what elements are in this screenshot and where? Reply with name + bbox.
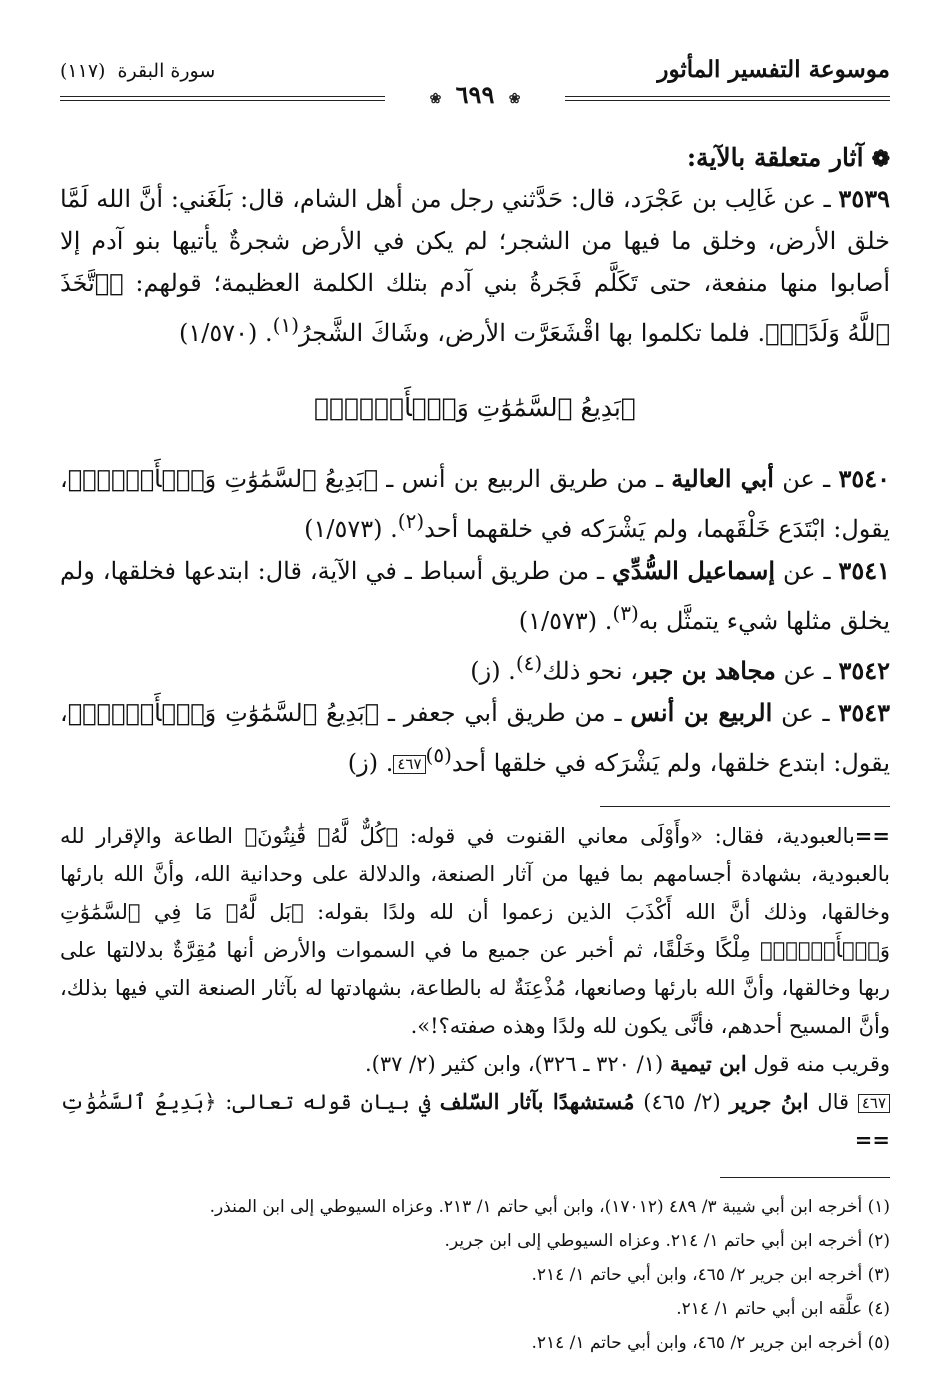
flower-bullet-icon: ❁ xyxy=(871,146,890,172)
page-number: ٦٩٩ xyxy=(455,80,495,109)
quran-quote: ﴿بَدِيعُ ٱلسَّمَٰوَٰتِ وَٱلۡأَرۡضِۖ﴾ xyxy=(67,699,380,727)
entry-text-end: . فلما تكلموا بها اقْشَعَرَّت الأرض، وشَاكَ الشَّجرُ xyxy=(299,319,766,347)
commentary-text: وقريب منه قول xyxy=(746,1052,890,1076)
footnote-marker[interactable]: (٥) xyxy=(425,743,452,767)
commentary-text: (٢/ ٤٦٥) xyxy=(634,1090,730,1114)
commentary-continuation xyxy=(60,817,890,1045)
quran-quote: ﴿بَدِيعُ ٱلسَّمَٰوَٰتِ xyxy=(60,1090,217,1114)
quran-quote: ﴿بَدِيعُ ٱلسَّمَٰوَٰتِ وَٱلۡأَرۡضِۖ﴾ xyxy=(67,465,378,493)
commentary-text: بالعبودية، فقال: «وأَوْلَى معاني القنوت في قوله: xyxy=(398,824,855,848)
entry-prefix: ـ عن xyxy=(775,557,831,585)
footnote-separator xyxy=(720,1177,890,1178)
footnote-2: (٢) أخرجه ابن أبي حاتم ١/ ٢١٤. وعزاه السيوطي إلى ابن جرير. xyxy=(444,1231,890,1251)
quran-quote: ﴿ٱتَّخَذَ ٱللَّهُ وَلَدًاۗ﴾ xyxy=(60,269,890,347)
commentary-note-marker[interactable]: ٤٦٧ xyxy=(393,755,425,774)
entry-text: ـ من طريق أبي جعفر ـ xyxy=(379,699,631,727)
entry-prefix: ـ عن xyxy=(772,699,830,727)
book-title: موسوعة التفسير المأثور xyxy=(657,56,890,83)
running-header xyxy=(60,50,890,114)
page-number-block xyxy=(424,80,527,109)
commentary-related xyxy=(60,1045,890,1083)
entry-3539: ٣٥٣٩ ـ عن غَالِب بن عَجْرَد، قال: حَدَّثني رجل من أهل الشام، قال: بَلَغَني: أنَّ الله لَمَّا خلق الأرض، وخلق ما فيها من الشجر؛ لم يكن في الأرض شجرةٌ يأتيها بنو آدم إلا أصابوا منها منفعة، حتى تَكَلَّم فَجَرةُ بني آدم بتلك الكلمة العظيمة؛ قولهم: ﴿ٱتَّخَذَ ٱللَّهُ وَلَدًاۗ﴾. فلما تكلموا بها اقْشَعَرَّت الأرض، وشَاكَ الشَّجرُ$^{(١)}$. (١/٥٧٠) xyxy=(60,184,890,347)
entry-number: ٣٥٣٩ xyxy=(838,184,890,213)
footnote-marker[interactable]: (٤) xyxy=(515,651,543,675)
volume-reference: . (ز) xyxy=(470,657,516,685)
section-heading xyxy=(60,138,890,178)
footnote-marker[interactable]: (٢) xyxy=(397,509,425,533)
footnote-marker[interactable]: (١) xyxy=(272,313,300,337)
commentary-note-467 xyxy=(60,1083,890,1159)
ornament-icon: ❀ xyxy=(429,91,442,107)
entry-3541 xyxy=(60,550,890,642)
continuation-mark: == xyxy=(854,823,890,848)
header-rule-right xyxy=(565,96,890,97)
footnotes-list xyxy=(60,1190,890,1360)
entry-prefix: ـ عن xyxy=(773,465,831,493)
footnote-1: (١) أخرجه ابن أبي شيبة ٣/ ٤٨٩ (١٧٠١٢)، وابن أبي حاتم ١/ ٢١٣. وعزاه السيوطي إلى ابن المنذر. xyxy=(209,1197,890,1217)
entry-text-2: ، يقول: ابتدع خلقها، ولم يَشْرَكه في خلقها أحد xyxy=(60,699,890,777)
footnote-4: (٤) علَّقه ابن أبي حاتم ١/ ٢١٤. xyxy=(676,1299,890,1319)
surah-reference xyxy=(60,60,215,82)
ornament-icon: ❀ xyxy=(508,91,521,107)
commentary-bold: مُستشهدًا بآثار السّلف xyxy=(439,1089,635,1114)
book-page xyxy=(60,50,890,1353)
commentary-note-number: ٤٦٧ xyxy=(858,1094,890,1113)
volume-reference: . (ز) xyxy=(347,749,394,777)
commentary-text: قال xyxy=(808,1090,858,1114)
volume-reference: . (١/٥٧٣) xyxy=(304,515,398,543)
entry-number: ٣٥٤٠ xyxy=(838,464,890,493)
continuation-mark: == xyxy=(854,1127,890,1152)
entry-3543 xyxy=(60,692,890,784)
entry-number: ٣٥٤١ xyxy=(838,556,890,585)
entry-text: ـ من طريق الربيع بن أنس ـ xyxy=(377,465,672,493)
commentary-text: الطاعة والإقرار لله بالعبودية، بشهادة أجسامهم بما فيها من آثار الصنعة، والدلالة على وحدانية الله، وأنَّ الله بارئها وخالقها، وذلك أنَّ الله أَكْذَبَ الذين زعموا أن لله ولدًا بقوله: xyxy=(60,824,890,924)
entry-text: ، نحو ذلك xyxy=(542,657,638,685)
narrator-name: الربيع بن أنس xyxy=(630,698,773,727)
entry-number: ٣٥٤٣ xyxy=(838,698,890,727)
entry-text: ـ من طريق أسباط ـ في الآية، قال: ابتدعها فخلقها، ولم يخلق مثلها شيء يتمثَّل به xyxy=(60,557,890,635)
footnote-3: (٣) أخرجه ابن جرير ٢/ ٤٦٥، وابن أبي حاتم ١/ ٢١٤. xyxy=(531,1265,890,1285)
entry-3542 xyxy=(60,642,890,692)
quran-quote: ﴿بَل لَّهُۥ مَا فِي ٱلسَّمَٰوَٰتِ وَٱلۡأَرۡضِۖ﴾ xyxy=(60,900,890,962)
section-heading-text: آثار متعلقة بالآية: xyxy=(686,143,864,172)
verse-number: (١١٧) xyxy=(60,60,106,82)
surah-name: سورة البقرة xyxy=(117,60,216,82)
narrator-name: أبي العالية xyxy=(671,464,774,493)
verse-heading: ﴿بَدِيعُ ٱلسَّمَٰوَٰتِ وَٱلۡأَرۡضِۖ﴾ xyxy=(314,393,636,422)
entry-3540 xyxy=(60,458,890,550)
commentary-separator xyxy=(600,806,890,807)
entry-text: ـ عن غَالِب بن عَجْرَد، قال: حَدَّثني رجل من أهل الشام، قال: بَلَغَني: أنَّ الله لَمَّا خلق الأرض، وخلق ما فيها من الشجر؛ لم يكن في الأرض شجرةٌ يأتيها بنو آدم إلا أصابوا منها منفعة، حتى تَكَلَّم فَجَرةُ بني آدم بتلك الكلمة العظيمة؛ قولهم: xyxy=(60,185,890,297)
volume-reference: (١/٥٧٠) xyxy=(178,319,258,347)
footnote-marker[interactable]: (٣) xyxy=(612,601,639,625)
header-rule-left xyxy=(60,96,385,97)
footnote-5: (٥) أخرجه ابن جرير ٢/ ٤٦٥، وابن أبي حاتم ١/ ٢١٤. xyxy=(531,1333,890,1353)
narrator-name: إسماعيل السُّدِّي xyxy=(611,556,776,585)
entry-prefix: ـ عن xyxy=(775,657,831,685)
scholar-name: ابن تيمية xyxy=(669,1051,747,1076)
commentary-text: (١/ ٣٢٠ ـ ٣٢٦)، وابن كثير (٢/ ٣٧). xyxy=(364,1052,670,1076)
quran-quote: ﴿كُلٌّ لَّهُۥ قَٰنِتُونَ﴾ xyxy=(244,824,399,848)
volume-reference: . (١/٥٧٣) xyxy=(518,607,613,635)
commentary-text: مِلْكًا وخَلْقًا، ثم أخبر عن جميع ما في السموات والأرض أنها مُقِرَّةٌ بدلالتها على ربها وخالقها، وأنَّ الله بارئها وصانعها، مُذْعِنَةٌ له بالطاعة، بشهادتها له بآثار الصنعة التي فيها بذلك، وأنَّ المسيح أحدهم، فأنَّى يكون لله ولدًا وهذه صفته؟!». xyxy=(60,938,890,1038)
entry-number: ٣٥٤٢ xyxy=(838,656,890,685)
commentary-text: في بيان قوله تعالى: xyxy=(216,1090,440,1114)
entry-text-2: ، يقول: ابْتَدَع خَلْقَهما، ولم يَشْرَكه في خلقهما أحد xyxy=(60,465,890,543)
narrator-name: مجاهد بن جبر xyxy=(638,656,776,685)
scholar-name: ابنُ جرير xyxy=(729,1089,809,1114)
